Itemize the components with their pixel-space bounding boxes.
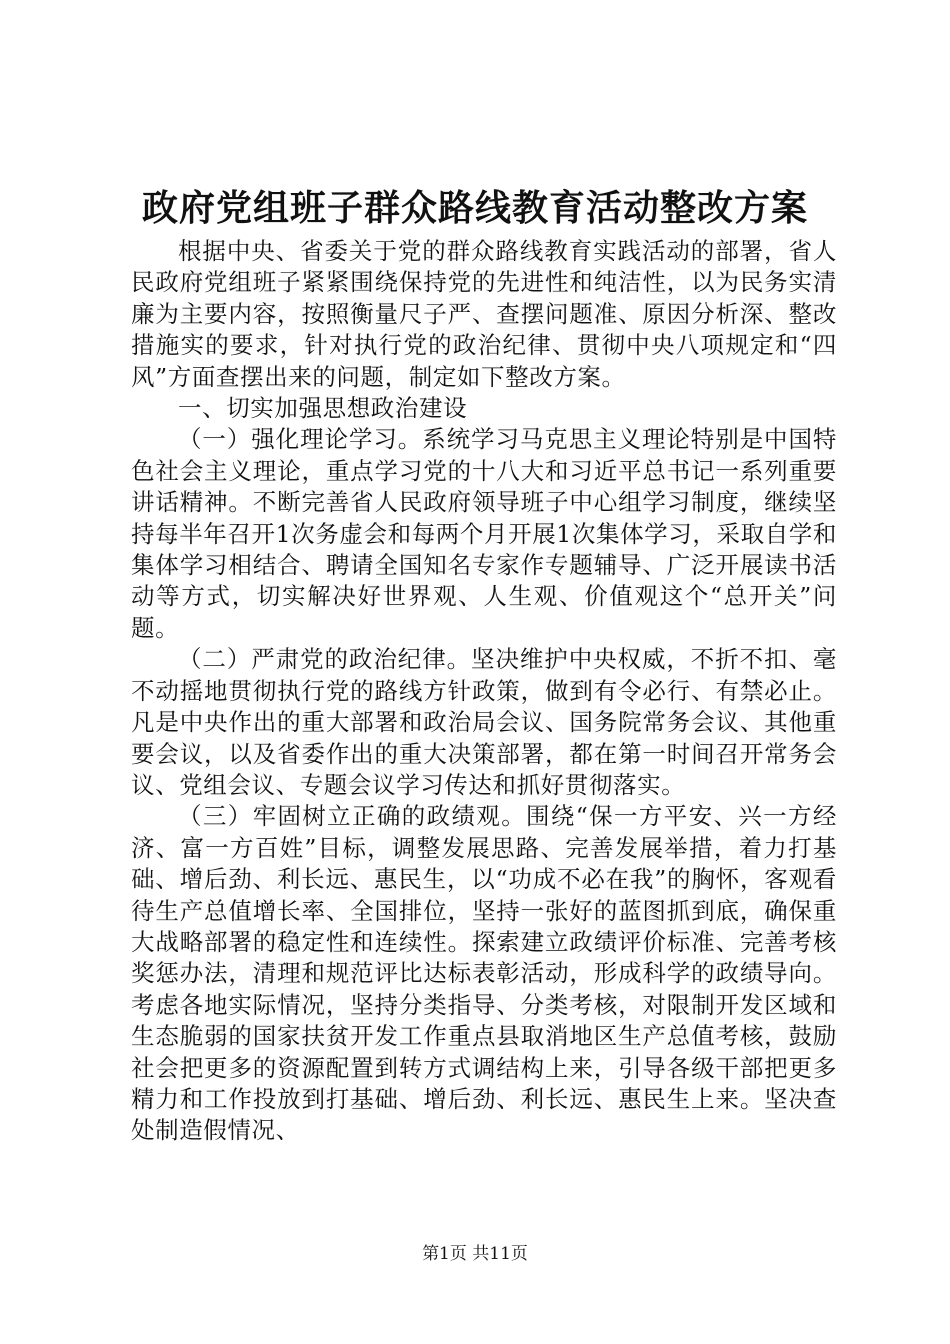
section-heading-1: 一、切实加强思想政治建设 [178,394,468,423]
document-body [131,236,837,1147]
subsection-paragraph-2: （二）严肃党的政治纪律。坚决维护中央权威，不折不扣、毫不动摇地贯彻执行党的路线方针政策，做到有令必行、有禁必止。凡是中央作出的重大部署和政治局会议、国务院常务会议、其他重要会议，以及省委作出的重大决策部署，都在第一时间召开常务会议、党组会议、专题会议学习传达和抓好贯彻落实。 [131,645,837,799]
subsection-paragraph-1: （一）强化理论学习。系统学习马克思主义理论特别是中国特色社会主义理论，重点学习党的十八大和习近平总书记一系列重要讲话精神。不断完善省人民政府领导班子中心组学习制度，继续坚持每半年召开1次务虚会和每两个月开展1次集体学习，采取自学和集体学习相结合、聘请全国知名专家作专题辅导、广泛开展读书活动等方式，切实解决好世界观、人生观、价值观这个“总开关”问题。 [131,425,837,642]
subsection-paragraph-3: （三）牢固树立正确的政绩观。围绕“保一方平安、兴一方经济、富一方百姓”目标，调整发展思路、完善发展举措，着力打基础、增后劲、利长远、惠民生，以“功成不必在我”的胸怀，客观看待生产总值增长率、全国排位，坚持一张好的蓝图抓到底，确保重大战略部署的稳定性和连续性。探索建立政绩评价标准、完善考核奖惩办法，清理和规范评比达标表彰活动，形成科学的政绩导向。考虑各地实际情况，坚持分类指导、分类考核，对限制开发区域和生态脆弱的国家扶贫开发工作重点县取消地区生产总值考核，鼓励社会把更多的资源配置到转方式调结构上来，引导各级干部把更多精力和工作投放到打基础、增后劲、利长远、惠民生上来。坚决查处制造假情况、 [131,802,837,1145]
page-footer: 第1页 共11页 [422,1244,528,1264]
intro-paragraph: 根据中央、省委关于党的群众路线教育实践活动的部署，省人民政府党组班子紧紧围绕保持党的先进性和纯洁性，以为民务实清廉为主要内容，按照衡量尺子严、查摆问题准、原因分析深、整改措施实的要求，针对执行党的政治纪律、贯彻中央八项规定和“四风”方面查摆出来的问题，制定如下整改方案。 [131,237,837,391]
document-title: 政府党组班子群众路线教育活动整改方案 [141,187,808,229]
